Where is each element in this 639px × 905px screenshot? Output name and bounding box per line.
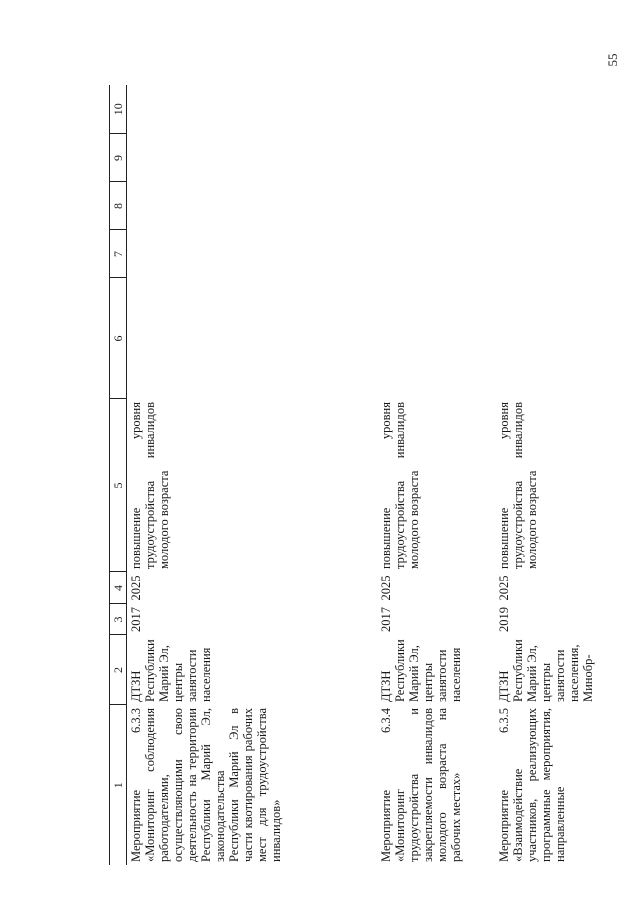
empty-cell [127,85,377,134]
event-cell: Мероприятие 6.3.4 «Мониторинг трудоустройства и закрепляемости инвалидов молодого возраста на рабочих местах» [378,708,463,862]
end-year-cell: 2025 [496,575,511,601]
program-table [109,85,597,865]
column-number: 7 [110,230,127,278]
event-cell: Мероприятие 6.3.3 «Мониторинг соблюдения работодателями, осуществляющими свою деятельность на территории Республики Марий Эл, законодательства Республики Марий Эл в части квотирования рабочих мест для трудоустройства инвалидов» [129,708,283,862]
column-number: 10 [110,85,127,134]
start-year-cell: 2017 [129,607,143,632]
end-year-cell: 2025 [378,575,393,601]
executor-cell: ДТЗН Республики Марий Эл, центры занятости населения [129,639,213,702]
start-year-cell: 2017 [378,607,393,632]
empty-cell [127,134,377,182]
column-number: 9 [110,134,127,182]
empty-cell [127,278,377,399]
table-row [127,85,377,865]
empty-cell [377,278,495,399]
table-row [377,85,495,865]
empty-cell [377,182,495,230]
empty-cell [495,278,597,399]
empty-cell [127,182,377,230]
result-cell: повышение уровня трудоустройства инвалидов молодого возраста [129,402,171,569]
empty-cell [495,230,597,278]
start-year-cell: 2019 [496,607,511,632]
page-number: 55 [605,53,620,67]
empty-cell [377,85,495,134]
column-number: 3 [110,604,127,635]
column-number-row [110,85,127,865]
column-number: 8 [110,182,127,230]
executor-cell: ДТЗН Республики Марий Эл, центры занятости населения, Минобр- [496,639,595,702]
column-number: 2 [110,635,127,705]
result-cell: повышение уровня трудоустройства инвалидов молодого возраста [378,402,421,569]
executor-cell: ДТЗН Республики Марий Эл, центры занятости населения [378,639,463,702]
empty-cell [495,134,597,182]
empty-cell [377,134,495,182]
event-cell: Мероприятие 6.3.5 «Взаимодействие участников, реализующих программные мероприятия, направленные [496,708,567,862]
column-number: 4 [110,572,127,604]
empty-cell [127,230,377,278]
result-cell: повышение уровня трудоустройства инвалидов молодого возраста [496,402,539,569]
table-row [495,85,597,865]
column-number: 1 [110,705,127,865]
empty-cell [495,182,597,230]
empty-cell [377,230,495,278]
column-number: 6 [110,278,127,399]
column-number: 5 [110,399,127,572]
end-year-cell: 2025 [129,575,143,601]
empty-cell [495,85,597,134]
